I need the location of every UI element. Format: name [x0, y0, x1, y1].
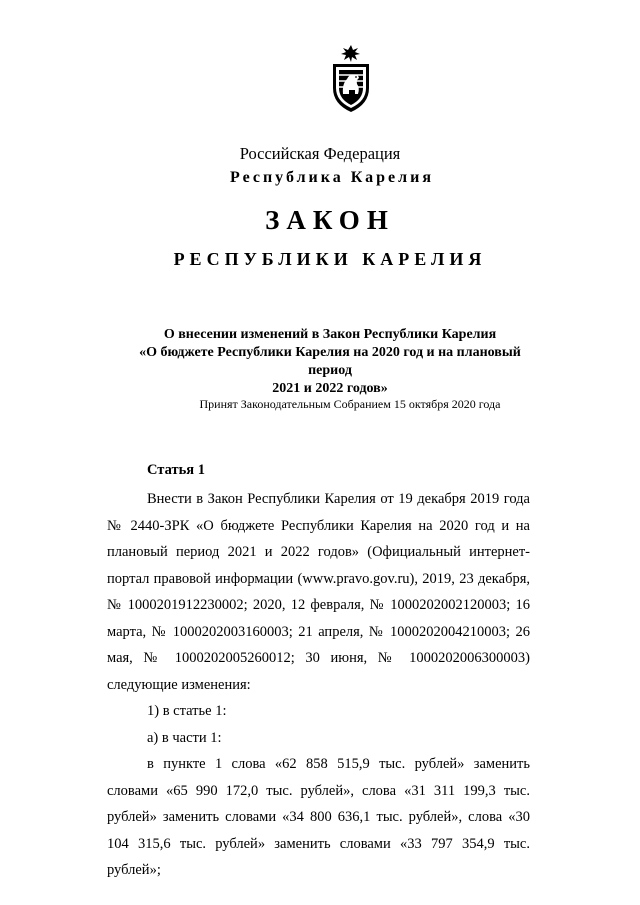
article-body — [107, 486, 530, 884]
list-item-paragraph: 1) в статье 1: — [147, 703, 227, 719]
article-intro-paragraph: Внести в Закон Республики Карелия от 19 декабря 2019 года № 2440-ЗРК «О бюджете Республики Карелия на 2020 год и на плановый период 2021 и 2022 годов» (Официальный интернет-портал правовой информации (www.pravo.gov.ru), 2019, 23 декабря, № 1000201912230002; 2020, 12 февраля, № 1000202002120003; 16 марта, № 1000202003160003; 21 апреля, № 1000202004210003; 26 мая, № 1000202005260012; 30 июня, № 1000202006300003) следующие изменения: — [107, 491, 530, 693]
law-title-line: 2021 и 2022 годов» — [272, 381, 388, 396]
list-subitem-paragraph: а) в части 1: — [147, 729, 222, 746]
country-name: Российская Федерация — [239, 144, 401, 163]
republic-name: Республика Карелия — [230, 169, 434, 186]
law-title-line: О внесении изменений в Закон Республики Карелия — [163, 327, 497, 342]
karelia-coat-of-arms-emblem — [327, 44, 375, 114]
article-heading: Статья 1 — [147, 462, 205, 478]
adoption-note: Принят Законодательным Собранием 15 октября 2020 года — [199, 397, 501, 411]
issuer-title: РЕСПУБЛИКИ КАРЕЛИЯ — [173, 249, 487, 269]
document-type-title: ЗАКОН — [265, 205, 395, 235]
law-title — [120, 326, 540, 398]
law-title-line: «О бюджете Республики Карелия на 2020 год и на плановый период — [139, 345, 521, 378]
amendment-paragraph: в пункте 1 слова «62 858 515,9 тыс. рублей» заменить словами «65 990 172,0 тыс. рублей», слова «31 311 199,3 тыс. рублей» заменить словами «34 800 636,1 тыс. рублей», слова «30 104 315,6 тыс. рублей» заменить словами «33 797 354,9 тыс. рублей»; — [107, 756, 530, 878]
